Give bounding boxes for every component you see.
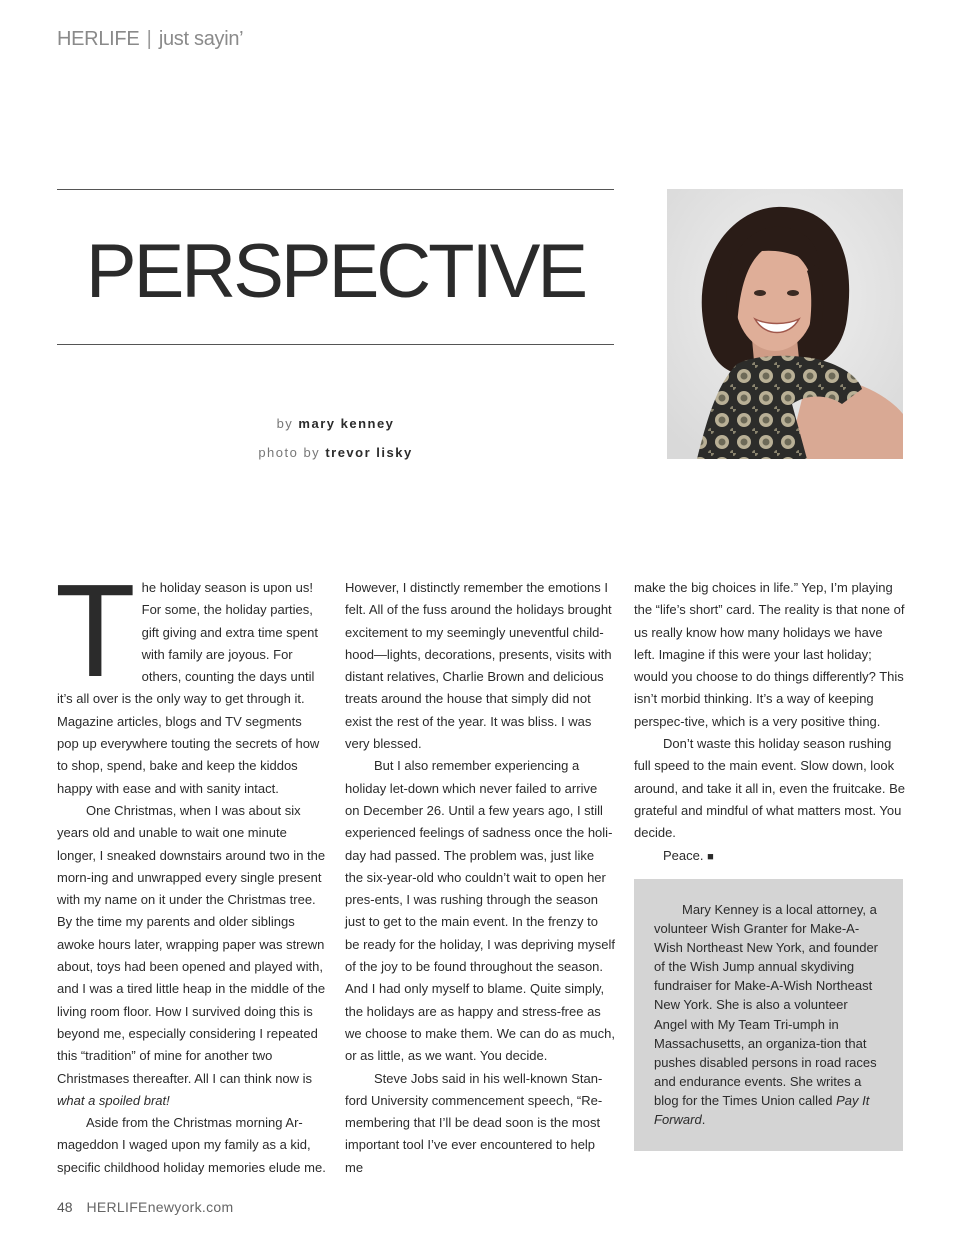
paragraph-1: he holiday season is upon us! For some, the holiday parties, gift giving and extra time spent with family are joyous. For others, counting the days until it’s all over is the only way to get through it. Magazine articles, blogs and TV segments pop up everywhere touting the secrets of how to shop, spend, bake and keep the kiddos happy with ease and with sanity intact. [57, 580, 320, 796]
photo-byline [57, 445, 614, 460]
footer-site: HERLIFEnewyork.com [86, 1199, 234, 1215]
section-name: just sayin’ [158, 28, 244, 50]
paragraph-8: Don’t waste this holiday season rushing full speed to the main event. Slow down, look around, and take it all in, even the fruitcake. Be grateful and mindful of what matters most. You decide. [634, 736, 906, 841]
article-title: PERSPECTIVE [85, 229, 586, 314]
title-rule-top [57, 189, 614, 190]
bio-end: . [701, 1112, 706, 1128]
page-number: 48 [57, 1199, 73, 1215]
header-separator: | [146, 28, 152, 50]
paragraph-9 [634, 845, 906, 868]
author-byline [57, 416, 614, 431]
end-mark-icon: ■ [707, 850, 714, 863]
title-rule-bottom [57, 344, 614, 345]
drop-cap: T [55, 557, 136, 704]
article-column-3 [634, 577, 906, 868]
brand-name: HERLIFE [57, 28, 140, 50]
paragraph-3: Aside from the Christmas morning Ar-mageddon I waged upon my family as a kid, specific childhood holiday memories elude me. [57, 1115, 326, 1175]
author-bio-box [634, 879, 903, 1151]
paragraph-6: Steve Jobs said in his well-known Stan-ford University commencement speech, “Re-membering that I’ll be dead soon is the most important tool I’ve ever encountered to help me [345, 1070, 603, 1175]
bio-blog-name: Pay It Forward [654, 1092, 870, 1128]
paragraph-5: But I also remember experiencing a holiday let-down which never failed to arrive on December 26. Until a few years ago, I still experienced feelings of sadness once the holi-day had passed. The problem was, just like the six-year-old who couldn’t wait to open her pres-ents, I was rushing through the season just to get to the main event. In the frenzy to be ready for the holiday, I was depriving myself of the joy to be found throughout the season. And I had only myself to blame. Quite simply, the holidays are as happy and stress-free as we choose to make them. We can do as much, or as little, as we want. You decide. [345, 758, 616, 1064]
bio-text [654, 900, 883, 1129]
article-column-1 [55, 557, 327, 1179]
author-portrait [667, 189, 903, 459]
paragraph-2 [57, 800, 327, 1112]
portrait-illustration [667, 189, 903, 459]
paragraph-2-italic: what a spoiled brat! [57, 1092, 170, 1108]
photographer-name: trevor lisky [325, 445, 413, 460]
photo-by-label: photo by [258, 445, 321, 460]
article-column-2 [345, 577, 615, 1179]
paragraph-7: make the big choices in life.” Yep, I’m playing the “life’s short” card. The reality is that none of us really know how many holidays we have left. Imagine if this were your last holiday; would you choose to do things differently? This isn’t morbid thinking. It’s a way of keeping perspec-tive, which is a very positive thing. [634, 580, 905, 729]
paragraph-4: However, I distinctly remember the emotions I felt. All of the fuss around the holidays brought excitement to my seemingly uneventful child-hood—lights, decorations, presents, visits with distant relatives, Charlie Brown and delicious treats around the house that simply did not exist the rest of the year. It was bliss. I was very blessed. [345, 580, 612, 752]
by-label: by [276, 416, 294, 431]
paragraph-2-text: One Christmas, when I was about six years old and unable to wait one minute longer, I sneaked downstairs around two in the morn-ing and unwrapped every single present with my name on it under the Christmas tree. By the time my parents and older siblings awoke hours later, wrapping paper was strewn about, toys had been opened and played with, and I was a tired little heap in the middle of the living room floor. How I survived doing this is beyond me, especially considering I repeated this “tradition” of mine for another two Christmases thereafter. All I can think now is [57, 802, 326, 1086]
author-name: mary kenney [298, 416, 395, 431]
page-footer [57, 1199, 233, 1215]
bio-body: Mary Kenney is a local attorney, a volunteer Wish Granter for Make-A-Wish Northeast New York, and founder of the Wish Jump annual skydiving fundraiser for Make-A-Wish Northeast New York. She is also a volunteer Angel with My Team Tri-umph in Massachusetts, an organiza-tion that pushes disabled persons in road races and endurance events. She writes a blog for the Times Union called [654, 902, 879, 1108]
closing-text: Peace. [663, 847, 704, 863]
section-header [57, 28, 243, 51]
